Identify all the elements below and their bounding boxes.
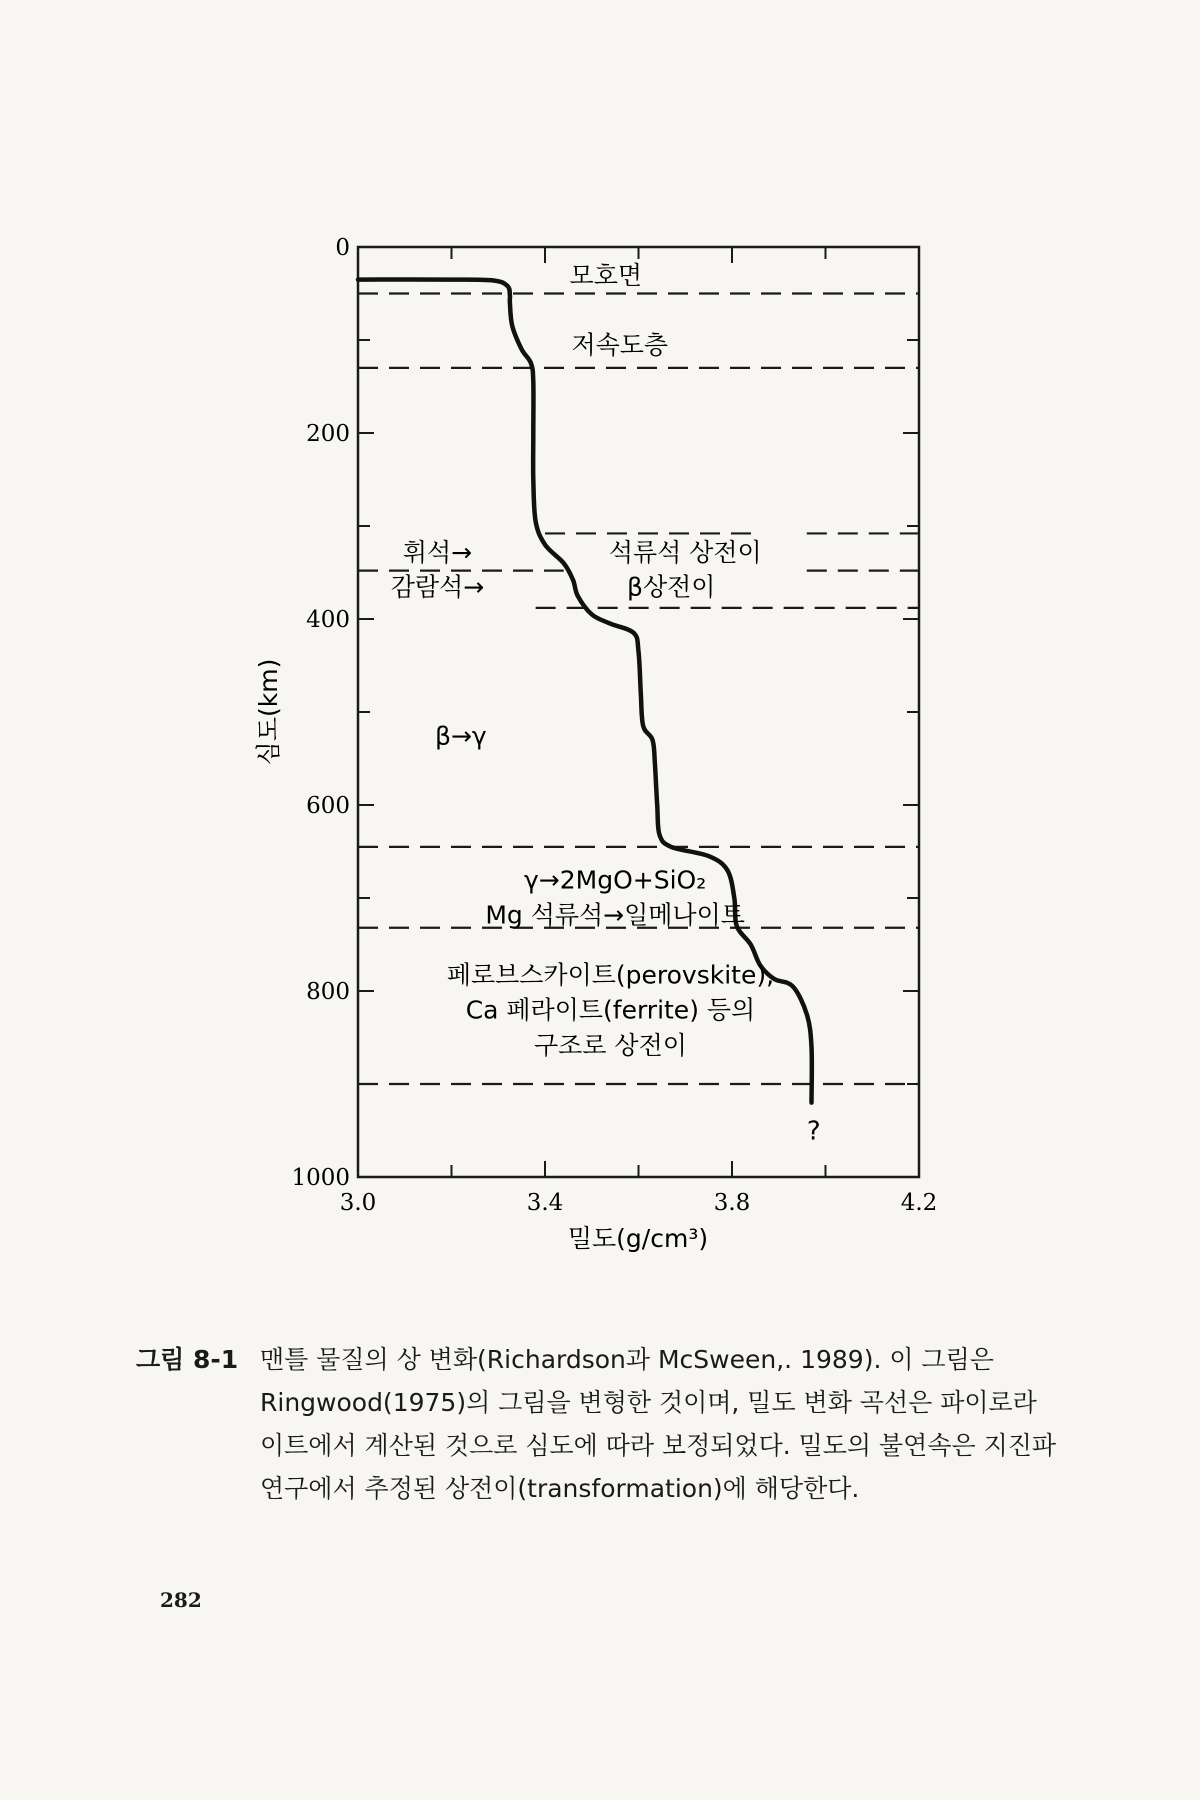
caption-text: 맨틀 물질의 상 변화(Richardson과 McSween,. 1989). 이 그림은 Ringwood(1975)의 그림을 변형한 것이며, 밀도 변화 곡선은 파이로라이트에서 계산된 것으로 심도에 따라 보정되었다. 밀도의 불연속은 지진파 연구에서 추정된 상전이(transformation)에 해당한다. xyxy=(260,1345,1057,1503)
annotation-beta_gamma: β→γ xyxy=(434,721,487,751)
annotation-perov_line1: 페로브스카이트(perovskite), xyxy=(446,960,775,990)
x-tick-label: 4.2 xyxy=(900,1190,938,1216)
annotation-question: ? xyxy=(806,1116,821,1147)
annotations xyxy=(391,261,821,1147)
x-axis-label: 밀도(g/cm³) xyxy=(567,1224,709,1253)
y-tick-label: 400 xyxy=(306,607,350,633)
page-number: 282 xyxy=(160,1588,202,1612)
y-tick-label: 0 xyxy=(335,235,350,261)
annotation-olivine: 감람석→ xyxy=(390,572,485,602)
annotation-gamma_line1: γ→2MgO+SiO₂ xyxy=(524,865,707,895)
annotation-beta: β상전이 xyxy=(627,572,716,602)
y-tick-label: 1000 xyxy=(291,1165,350,1191)
annotation-moho: 모호면 xyxy=(569,260,643,290)
y-axis-label: 심도(km) xyxy=(254,658,283,766)
caption-label: 그림 8-1 xyxy=(136,1345,239,1374)
annotation-perov_line2: Ca 페라이트(ferrite) 등의 xyxy=(465,995,756,1025)
annotation-garnet: 석류석 상전이 xyxy=(608,538,762,568)
y-tick-label: 600 xyxy=(306,793,350,819)
x-tick-label: 3.4 xyxy=(526,1190,564,1216)
y-tick-labels xyxy=(291,235,350,1191)
annotation-gamma_line2: Mg 석류석→일메나이트 xyxy=(485,900,745,930)
annotation-pyroxene: 휘석→ xyxy=(402,538,473,568)
y-tick-label: 800 xyxy=(306,979,350,1005)
annotation-lvz: 저속도층 xyxy=(571,330,669,360)
y-tick-label: 200 xyxy=(306,421,350,447)
annotation-perov_line3: 구조로 상전이 xyxy=(534,1030,687,1060)
x-tick-labels xyxy=(340,1190,938,1216)
x-tick-label: 3.0 xyxy=(339,1190,377,1216)
x-tick-label: 3.8 xyxy=(713,1190,751,1216)
